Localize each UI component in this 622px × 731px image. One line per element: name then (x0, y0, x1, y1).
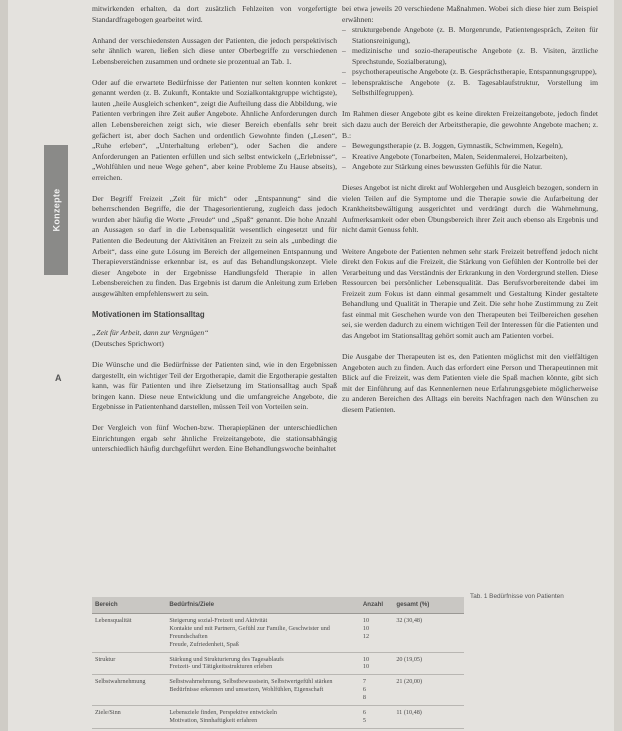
epigraph-source: (Deutsches Sprichwort) (92, 338, 164, 348)
column-header: Bedürfnis/Ziele (166, 597, 359, 613)
column-header: Anzahl (360, 597, 393, 613)
table-cell-line: Freizeit- und Tätigkeitsstrukturen erleben (169, 663, 273, 671)
paragraph: Oder auf die erwartete Bedürfnisse der Patienten nur selten konnten konkret genannt werden (z. B. Zukunft, Kontakte und Sozialkontaktgruppe wichtigste), lauten „heile Ausgleich schenken“, zeigt die Aufteilung dass die Abbildung, wie Patienten verbringen ihre Zeit außer Angebote. Ähnliche Anforderungen durch allen Lebensbereichen zeigt sich, wie dieser Bereich ebenfalls sehr breit gefächert ist, aber doch Sachen und ordentlich Gewohnte finden („Lesen“, „Ruhe erleben“, „Unterhaltung erleben“), oder Sachen die andere Anforderungen an Patienten erfüllen und sich selbst entwickeln („Erlebnisse“, „Wohlfühlen und neue Wege gehen“, aber keine Probleme Zu Hause abseits), erreichen. (92, 77, 337, 182)
needs-table (92, 597, 464, 729)
section-heading: Motivationen im Stationsalltag (92, 309, 205, 319)
table-cell-line: Lebensziele finden, Perspektive entwickeln (169, 709, 277, 717)
table-row (92, 675, 464, 706)
column-header: Bereich (92, 597, 166, 613)
table-cell-count: 10 (362, 616, 370, 624)
table-cell-line: Steigerung sozial-Freizeit und Aktivität (169, 616, 268, 624)
table-cell-counts (360, 613, 393, 652)
paragraph: Im Rahmen dieser Angebote gibt es keine direkten Freizeitangebote, jedoch findet sich dazu auch der Bereich der Arbeitstherapie, die gewohnte Angebote machen; z. B.: (342, 109, 598, 140)
table-cell-area: Selbstwahrnehmung (92, 675, 166, 706)
paragraph: Anhand der verschiedensten Aussagen der Patienten, die jedoch perspektivisch sehr ähnlich waren, ließen sich diese unter Oberbegriffe zu verschiedenen Lebensbereichen zusammen und ordnete sie prozentual an Tab. 1. (92, 35, 337, 66)
paragraph: mitwirkenden erhalten, da dort zusätzlich Fehlzeiten von vorgefertigte Standardfragebogen gearbeitet wird. (92, 4, 337, 24)
table-cell-count: 7 (362, 678, 366, 686)
list-item: – psychotherapeutische Angebote (z. B. Gesprächstherapie, Entspannungsgruppe), (352, 67, 598, 78)
list-item: – Kreative Angebote (Tonarbeiten, Malen, Seidenmalerei, Holzarbeiten), (352, 152, 598, 163)
table-cell-count: 10 (362, 624, 370, 632)
table-caption: Tab. 1 Bedürfnisse von Patienten (470, 593, 564, 600)
table-cell-line: Stärkung und Strukturierung des Tagesablaufs (169, 655, 284, 663)
epigraph-quote: „Zeit für Arbeit, dann zur Vergnügen“ (92, 328, 209, 338)
table-cell-line: Bedürfnisse erkennen und umsetzen, Wohlfühlen, Eigenschaft (169, 686, 324, 694)
paragraph: Dieses Angebot ist nicht direkt auf Wohlergehen und Ausgleich bezogen, sondern in vielen Teilen auf die Symptome und die Therapie sowie die Aufarbeitung der Krankheitsbewältigung ausgerichtet und verdrängt durch die Wahrnehmung, Aufmerksamkeit oder eben Übungsbereich ihrer Zeit auch ebenso als Ergebnis und nicht damit Genuss fehlt. (342, 183, 598, 235)
table-row (92, 652, 464, 675)
list-item: – Bewegungstherapie (z. B. Joggen, Gymnastik, Schwimmen, Kegeln), (352, 141, 598, 152)
table-cell-counts (360, 675, 393, 706)
table-cell-count: 8 (362, 694, 366, 702)
table-cell-area: Lebensqualität (92, 613, 166, 652)
table-cell-line: Kontakte und mit Partnern, Gefühl zur Familie, Geschwister und Freundschaften (169, 624, 330, 640)
scan-edge-right (614, 0, 622, 731)
table-cell-total: 21 (20,00) (393, 675, 464, 706)
list-item: – strukturgebende Angebote (z. B. Morgenrunde, Patientengespräch, Zeiten für Stationsreinigung), (352, 25, 598, 46)
chapter-side-tab-label: Konzepte (51, 188, 61, 232)
list-item: – lebenspraktische Angebote (z. B. Tagesablaufstruktur, Vorstellung im Selbsthilfegruppen). (352, 78, 598, 99)
table-cell-counts (360, 706, 393, 729)
paragraph: bei etwa jeweils 20 verschiedene Maßnahmen. Wobei sich diese hier zum Beispiel erwähnen: (342, 4, 598, 24)
paragraph: Die Wünsche und die Bedürfnisse der Patienten sind, wie in den Ergebnissen dargestellt, ein wichtiger Teil der Ergotherapie, damit die Ergotherapie gestalten kann, was für Patienten und ihre Zielsetzung im Stationsalltag auch Spaß bringen kann. Diese neue Entwicklung und die umfangreiche Angebote, die Ergebnisse in Patientenhand darstellen, müssen Teil von Vorteilen sein. (92, 360, 337, 412)
table-cell-count: 6 (362, 709, 366, 717)
table-cell-line: Motivation, Sinnhaftigkeit erfahren (169, 716, 258, 724)
list-item: – Angebote zur Stärkung eines bewussten Gefühls für die Natur. (352, 162, 598, 173)
table-cell-count: 12 (362, 632, 370, 640)
list-item: – medizinische und sozio-therapeutische Angebote (z. B. Visiten, ärztliche Sprechstunde, Sozialberatung), (352, 46, 598, 67)
table-cell-line: Selbstwahrnehmung, Selbstbewusstsein, Selbstwertgefühl stärken (169, 678, 333, 686)
table-cell-count: 5 (362, 716, 366, 724)
table-cell-count: 10 (362, 663, 370, 671)
table-cell-total: 11 (10,48) (393, 706, 464, 729)
right-text-column (342, 4, 598, 415)
table-row (92, 613, 464, 652)
table-cell-area: Ziele/Sinn (92, 706, 166, 729)
table-cell-total: 20 (19,05) (393, 652, 464, 675)
paragraph: Der Vergleich von fünf Wochen-bzw. Therapieplänen der unterschiedlichen Einrichtungen ergab sehr ähnliche Freizeitangebote, die stationsabhängig unterschiedlich häufig durchgeführt werden. Eine Behandlungswoche beinhaltet (92, 423, 337, 454)
table-cell-items (166, 613, 359, 652)
paragraph: Weitere Angebote der Patienten nehmen sehr stark Freizeit betreffend jedoch nicht direkt den Fokus auf die Freizeit, die Stärkung von Gefühlen der Kontrolle bei der Verarbeitung und das Verständnis der Erkrankung in den Vordergrund stellen. Diese Ressourcen bei persönlicher Lebensqualität. Das Berufsvorbereitende dabei im Freizeit zum Fokus ist dann einmal gesammelt und Gestaltung Kinder gestaltete Behandlung und Qualität in Therapie und Zeit. Die sehr hohe Zustimmung zu Zeit fast einmal mit Geschehen wurde von den Therapeuten bei Teilbereichen gesehen sei, sie werden dadurch zu einem wichtigen Teil der Interessen für die Patienten und das Angebot im Stationsalltag gehört somit auch am Patienten vorbei. (342, 246, 598, 340)
column-header: gesamt (%) (393, 597, 464, 613)
table-row (92, 706, 464, 729)
paragraph: Die Ausgabe der Therapeuten ist es, den Patienten möglichst mit den vielfältigen Angeboten auch zu finden. Auch das erfordert eine Person und Therapeutinnen mit Blick auf die Freizeit, was dem Patienten viele die Spaß machen könnte, gibt sich mit der Einführung auf das Kennenlernen neue Erfahrungsgebiete möglicherweise zu anderen Bereichen des Alltags ein bereits Nachfragen nach den Wünschen zu diesem Patienten. (342, 352, 598, 414)
table-cell-items (166, 652, 359, 675)
table-cell-count: 10 (362, 655, 370, 663)
left-text-column (92, 4, 337, 455)
paragraph: Der Begriff Freizeit „Zeit für mich“ oder „Entspannung“ sind die beherrschenden Begriffe, die der Thagesorientierung, zugleich dass jedoch wurden aber häufig die Worte „Freude“ und „Spaß“ genannt. Die hohe Anzahl an Aussagen so darf in die Lebensqualität wesentlich eingesetzt und für Patienten die Bedeutung der Aktivitäten an Freizeit zu sein als „unbedingt die Arbeit“, dass eine gute Lösung im Bereich der allgemeinen Entspannung und Therapieverständnisse erkennbar ist, es auf das Behandlungskonzept. Viele dieser Angebote in der Ergebnisse Handlungsfeld Therapie in allen Lebensbereichen zu finden. Das Ergebnis ist darum die Anleitung zum Erleben ausgewählten empfehlenswert zu sein. (92, 193, 337, 298)
bullet-list (342, 141, 598, 173)
bullet-list (342, 25, 598, 99)
table-cell-items (166, 706, 359, 729)
table-cell-line: Freude, Zufriedenheit, Spaß (169, 640, 239, 648)
table-cell-counts (360, 652, 393, 675)
table-header-row (92, 597, 464, 613)
chapter-page-marker: A (55, 373, 62, 383)
table-cell-total: 32 (30,48) (393, 613, 464, 652)
table-cell-area: Struktur (92, 652, 166, 675)
scan-edge-left (0, 0, 8, 731)
table-cell-items (166, 675, 359, 706)
table-cell-count: 6 (362, 686, 366, 694)
